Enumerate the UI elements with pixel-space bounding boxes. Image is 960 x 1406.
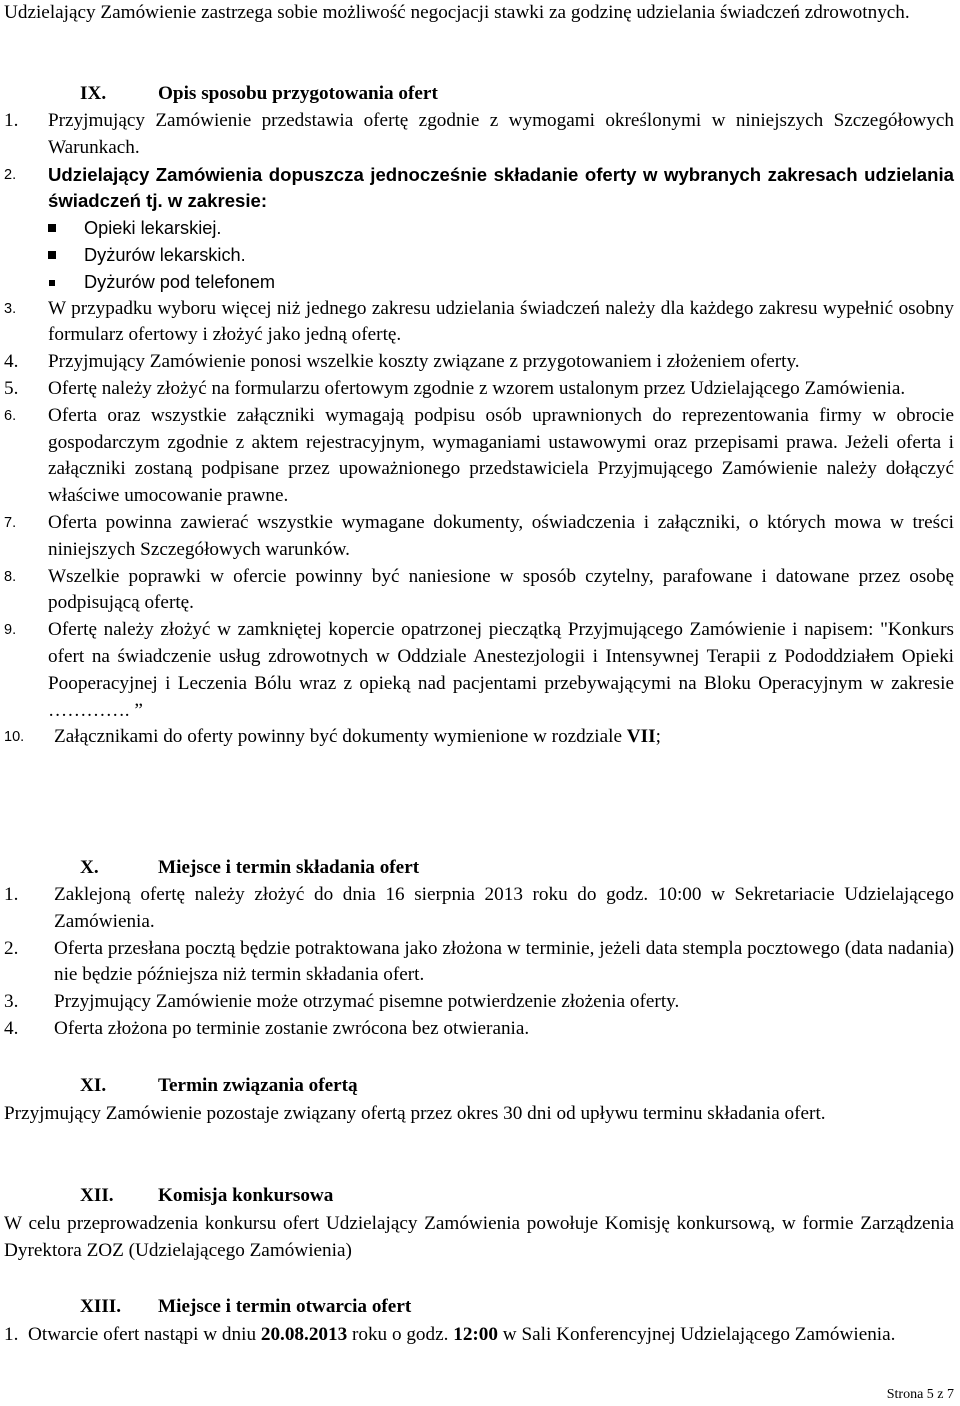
list-item [4, 349, 954, 376]
item-text: Ofertę należy złożyć w zamkniętej kopercie opatrzonej pieczątką Przyjmującego Zamówienie i napisem: "Konkurs ofert na świadczenie usług zdrowotnych w Oddziale Anestezjologii i Intensywnej Terapii z Pododdziałem Opieki Pooperacyjnej i Leczenia Bólu wraz z opieką nad pacjentami przebywającymi na Bloku Operacyjnym w zakresie …………. ” [48, 619, 954, 721]
item-number: 1. [4, 110, 19, 131]
list-item [4, 108, 954, 162]
list-item [4, 936, 954, 990]
item-number: 4. [4, 1017, 19, 1039]
item-text-end: ; [655, 726, 661, 748]
section-9-number: IX. [80, 83, 107, 104]
list-item [4, 296, 954, 350]
list-item [4, 617, 954, 724]
bullet-text: Dyżurów lekarskich. [84, 244, 246, 265]
page-number: Strona 5 z 7 [886, 1387, 954, 1402]
section-9-list [4, 108, 954, 751]
section-11-paragraph [4, 1101, 954, 1128]
bullet-square-icon [48, 224, 56, 232]
item-text: Oferta przesłana pocztą będzie potraktowana jako złożona w terminie, jeżeli data stempla pocztowego (data nadania) nie będzie późniejsza niż termin składania ofert. [54, 937, 954, 986]
opening-time: 12:00 [453, 1324, 498, 1345]
intro-paragraph [4, 0, 954, 27]
item-text-end: w Sali Konferencyjnej Udzielającego Zamówienia. [498, 1324, 896, 1345]
item-number: 3. [4, 991, 19, 1013]
section-11-text: Przyjmujący Zamówienie pozostaje związany ofertą przez okres 30 dni od upływu terminu składania ofert. [4, 1103, 826, 1124]
item-text: Przyjmujący Zamówienie może otrzymać pisemne potwierdzenie złożenia oferty. [54, 991, 680, 1013]
list-item [4, 162, 954, 216]
section-9-heading [80, 81, 438, 108]
list-item [4, 1016, 954, 1043]
bullet-text: Opieki lekarskiej. [84, 218, 222, 239]
section-11-title: Termin związania ofertą [158, 1075, 358, 1096]
bullet-item [4, 215, 954, 242]
section-9-title: Opis sposobu przygotowania ofert [158, 83, 438, 104]
item-number: 2. [4, 937, 19, 959]
section-13-number: XIII. [80, 1296, 122, 1317]
section-11-number: XI. [80, 1075, 107, 1096]
bullet-square-icon [48, 251, 56, 259]
bullet-item [4, 242, 954, 269]
item-text: Otwarcie ofert nastąpi w dniu [28, 1324, 261, 1345]
section-13-paragraph [4, 1322, 954, 1349]
item-number: 7. [4, 514, 17, 531]
bullet-text: Dyżurów pod telefonem [84, 271, 276, 292]
scope-bullet-list [4, 215, 954, 295]
bullet-item [4, 269, 954, 296]
list-item [4, 882, 954, 936]
bullet-square-icon [49, 280, 55, 286]
item-number: 1. [4, 884, 19, 905]
item-number: 4. [4, 351, 19, 373]
section-12-title: Komisja konkursowa [158, 1185, 334, 1206]
item-text: Przyjmujący Zamówienie ponosi wszelkie koszty związane z przygotowaniem i złożeniem oferty. [48, 351, 800, 373]
item-text: Ofertę należy złożyć na formularzu ofertowym zgodnie z wzorem ustalonym przez Udzielającego Zamówienia. [48, 377, 906, 399]
item-text: Oferta oraz wszystkie załączniki wymagają podpisu osób uprawnionych do reprezentowania firmy w obrocie gospodarczym zgodnie z aktem rejestracyjnym, wymaganiami ustawowymi oraz przepisami prawa. Jeżeli oferta i załączniki zostaną podpisane przez upoważnionego przedstawiciela Przyjmującego Zamówienie należy dołączyć właściwe umocowanie prawne. [48, 404, 954, 507]
item-text: W przypadku wyboru więcej niż jednego zakresu udzielania świadczeń należy dla każdego zakresu wypełnić osobny formularz ofertowy i złożyć jako jedną ofertę. [48, 297, 954, 346]
opening-date: 20.08.2013 [260, 1324, 348, 1345]
section-10-number: X. [80, 857, 99, 878]
item-text-mid: roku o godz. [347, 1324, 454, 1345]
item-text: Załącznikami do oferty powinny być dokumenty wymienione w rozdziale [54, 726, 627, 748]
item-number: 9. [4, 622, 17, 639]
item-number: 2. [4, 166, 17, 183]
list-item [4, 510, 954, 564]
item-text: Wszelkie poprawki w ofercie powinny być naniesione w sposób czytelny, parafowane i datowane przez osobę podpisującą ofertę. [48, 565, 954, 614]
list-item [4, 564, 954, 618]
item-text: Oferta złożona po terminie zostanie zwrócona bez otwierania. [54, 1017, 530, 1039]
list-item [4, 1322, 954, 1349]
list-item [4, 403, 954, 510]
section-13-heading [80, 1294, 411, 1321]
intro-text: Udzielający Zamówienie zastrzega sobie możliwość negocjacji stawki za godzinę udzielania świadczeń zdrowotnych. [4, 2, 910, 23]
item-number: 5. [4, 377, 19, 399]
section-12-number: XII. [80, 1185, 114, 1206]
section-12-heading [80, 1183, 333, 1210]
section-10-heading [80, 855, 419, 882]
list-item [4, 376, 954, 403]
section-10-title: Miejsce i termin składania ofert [158, 857, 420, 878]
item-number: 3. [4, 300, 17, 317]
item-text: Oferta powinna zawierać wszystkie wymagane dokumenty, oświadczenia i załączniki, o których mowa w treści niniejszych Szczegółowych warunków. [48, 511, 954, 560]
section-10-list [4, 882, 954, 1043]
item-text: Zaklejoną ofertę należy złożyć do dnia 16 sierpnia 2013 roku do godz. 10:00 w Sekretariacie Udzielającego Zamówienia. [54, 884, 954, 932]
section-13-title: Miejsce i termin otwarcia ofert [158, 1296, 412, 1317]
item-text: Przyjmujący Zamówienie przedstawia ofertę zgodnie z wymogami określonymi w niniejszych Szczegółowych Warunkach. [48, 110, 954, 158]
section-12-text: W celu przeprowadzenia konkursu ofert Udzielający Zamówienia powołuje Komisję konkursową, w formie Zarządzenia Dyrektora ZOZ (Udzielającego Zamówienia) [4, 1213, 954, 1261]
item-number: 6. [4, 407, 17, 424]
list-item [4, 989, 954, 1016]
list-item [4, 724, 954, 751]
item-number: 8. [4, 568, 17, 585]
section-11-heading [80, 1073, 358, 1100]
chapter-reference: VII [626, 726, 656, 748]
item-number: 1. [4, 1324, 19, 1345]
item-text: Udzielający Zamówienia dopuszcza jednocześnie składanie oferty w wybranych zakresach udzielania świadczeń tj. w zakresie: [48, 163, 954, 212]
item-number: 10. [4, 729, 25, 746]
section-12-paragraph [4, 1211, 954, 1265]
